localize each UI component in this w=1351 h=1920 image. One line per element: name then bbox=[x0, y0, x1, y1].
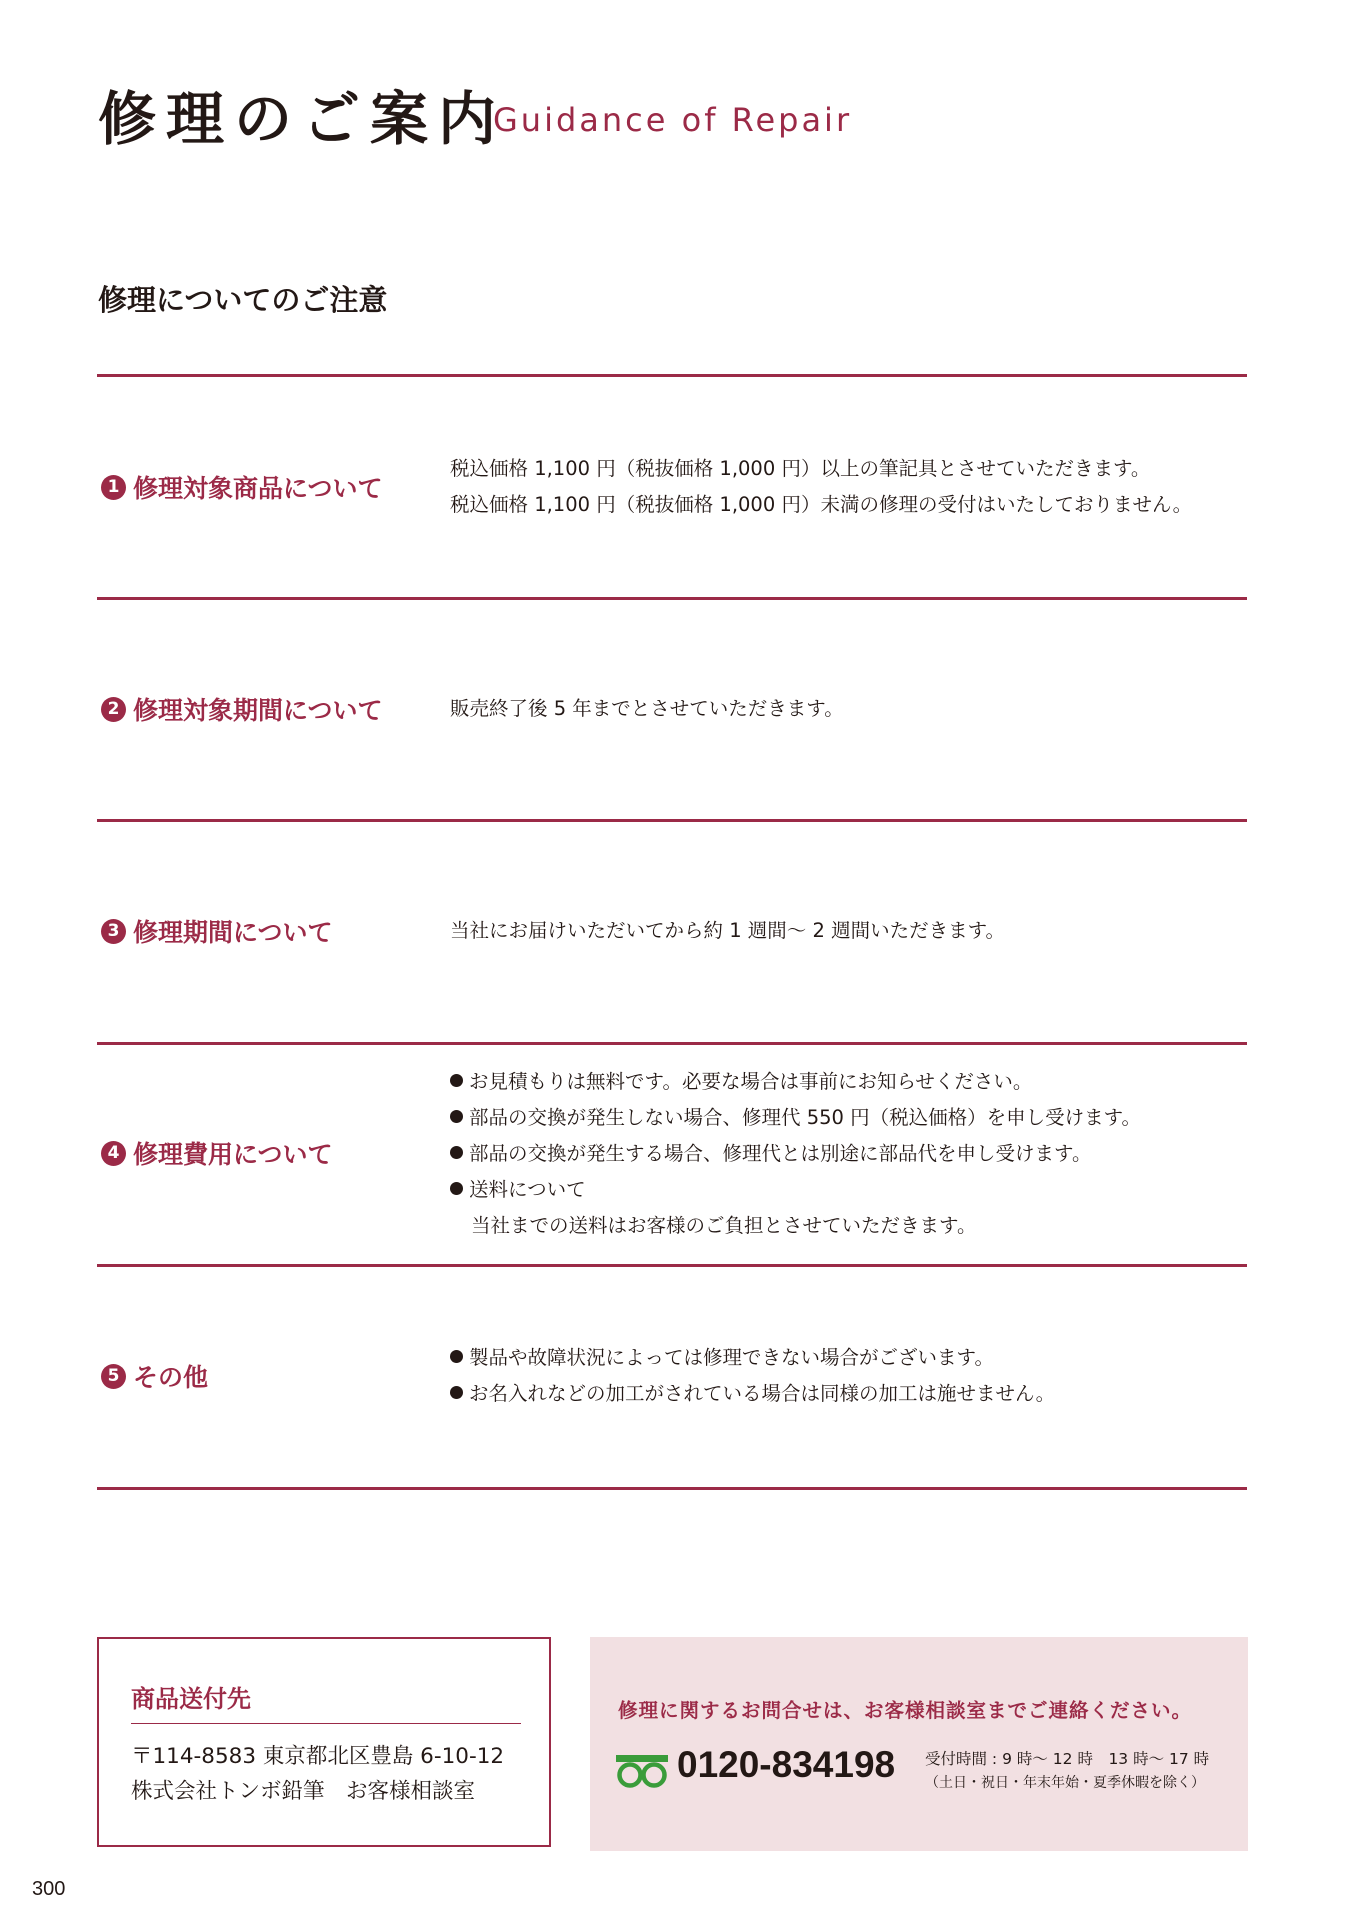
bullet-icon bbox=[450, 1074, 463, 1087]
page-number: 300 bbox=[32, 1878, 66, 1900]
item-text: 税込価格 1,100 円（税抜価格 1,000 円）以上の筆記具とさせていただきます。 bbox=[450, 457, 1151, 480]
business-hours-note: （土日・祝日・年末年始・夏季休暇を除く） bbox=[925, 1775, 1205, 1791]
item-text: 販売終了後 5 年までとさせていただきます。 bbox=[450, 697, 844, 720]
bullet-item bbox=[450, 1136, 1141, 1172]
item-body-products bbox=[450, 451, 1192, 523]
bullet-item bbox=[450, 1172, 1141, 1208]
divider bbox=[97, 1487, 1247, 1490]
recipient-line: 株式会社トンボ鉛筆 お客様相談室 bbox=[131, 1779, 476, 1804]
item-body-duration bbox=[450, 913, 1005, 949]
address-line: 〒114-8583 東京都北区豊島 6-10-12 bbox=[131, 1744, 505, 1769]
divider bbox=[97, 1264, 1247, 1267]
bullet-continuation: 当社までの送料はお客様のご負担とさせていただきます。 bbox=[471, 1214, 977, 1237]
number-badge: 1 bbox=[101, 475, 126, 500]
number-badge: 3 bbox=[101, 919, 126, 944]
page-title: 修理のご案内 bbox=[98, 85, 507, 153]
item-heading-cost bbox=[101, 1136, 333, 1170]
bullet-item bbox=[450, 1340, 1055, 1376]
contact-box bbox=[590, 1637, 1248, 1851]
divider bbox=[97, 597, 1247, 600]
item-heading-products bbox=[101, 470, 383, 504]
bullet-text: 部品の交換が発生する場合、修理代とは別途に部品代を申し受けます。 bbox=[469, 1142, 1092, 1165]
shipping-divider bbox=[131, 1723, 521, 1724]
bullet-icon bbox=[450, 1110, 463, 1123]
divider bbox=[97, 819, 1247, 822]
divider bbox=[97, 374, 1247, 377]
bullet-icon bbox=[450, 1182, 463, 1195]
item-heading-period bbox=[101, 692, 383, 726]
number-badge: 5 bbox=[101, 1364, 126, 1389]
item-label: 修理対象期間について bbox=[133, 696, 383, 725]
item-body-other bbox=[450, 1340, 1055, 1412]
number-badge: 4 bbox=[101, 1141, 126, 1166]
bullet-text: お見積もりは無料です。必要な場合は事前にお知らせください。 bbox=[469, 1070, 1033, 1093]
bullet-text: 製品や故障状況によっては修理できない場合がございます。 bbox=[469, 1346, 994, 1369]
business-hours: 受付時間 : 9 時〜 12 時 13 時〜 17 時 bbox=[925, 1750, 1210, 1768]
item-label: 修理対象商品について bbox=[133, 474, 383, 503]
item-text: 当社にお届けいただいてから約 1 週間〜 2 週間いただきます。 bbox=[450, 919, 1006, 942]
shipping-box bbox=[97, 1637, 551, 1847]
number-badge: 2 bbox=[101, 697, 126, 722]
item-body-period bbox=[450, 691, 844, 727]
section-heading: 修理についてのご注意 bbox=[98, 283, 388, 317]
page-subtitle: Guidance of Repair bbox=[493, 101, 853, 139]
shipping-title: 商品送付先 bbox=[131, 1685, 251, 1713]
bullet-text: 部品の交換が発生しない場合、修理代 550 円（税込価格）を申し受けます。 bbox=[469, 1106, 1142, 1129]
item-body-cost bbox=[450, 1064, 1141, 1244]
shipping-address bbox=[131, 1739, 504, 1809]
item-label: 修理期間について bbox=[133, 918, 333, 947]
bullet-icon bbox=[450, 1146, 463, 1159]
item-heading-duration bbox=[101, 914, 333, 948]
bullet-item bbox=[450, 1376, 1055, 1412]
bullet-item bbox=[450, 1064, 1141, 1100]
bullet-text: 送料について bbox=[469, 1178, 586, 1201]
bullet-item bbox=[450, 1100, 1141, 1136]
item-heading-other bbox=[101, 1359, 208, 1393]
freedial-icon bbox=[616, 1755, 668, 1789]
contact-lead: 修理に関するお問合せは、お客様相談室までご連絡ください。 bbox=[618, 1699, 1193, 1722]
divider bbox=[97, 1042, 1247, 1045]
bullet-text: お名入れなどの加工がされている場合は同様の加工は施せません。 bbox=[469, 1382, 1056, 1405]
item-label: 修理費用について bbox=[133, 1140, 333, 1169]
phone-number: 0120-834198 bbox=[677, 1744, 896, 1785]
bullet-icon bbox=[450, 1350, 463, 1363]
item-text: 税込価格 1,100 円（税抜価格 1,000 円）未満の修理の受付はいたしておりません。 bbox=[450, 493, 1193, 516]
bullet-icon bbox=[450, 1386, 463, 1399]
item-label: その他 bbox=[133, 1363, 209, 1392]
